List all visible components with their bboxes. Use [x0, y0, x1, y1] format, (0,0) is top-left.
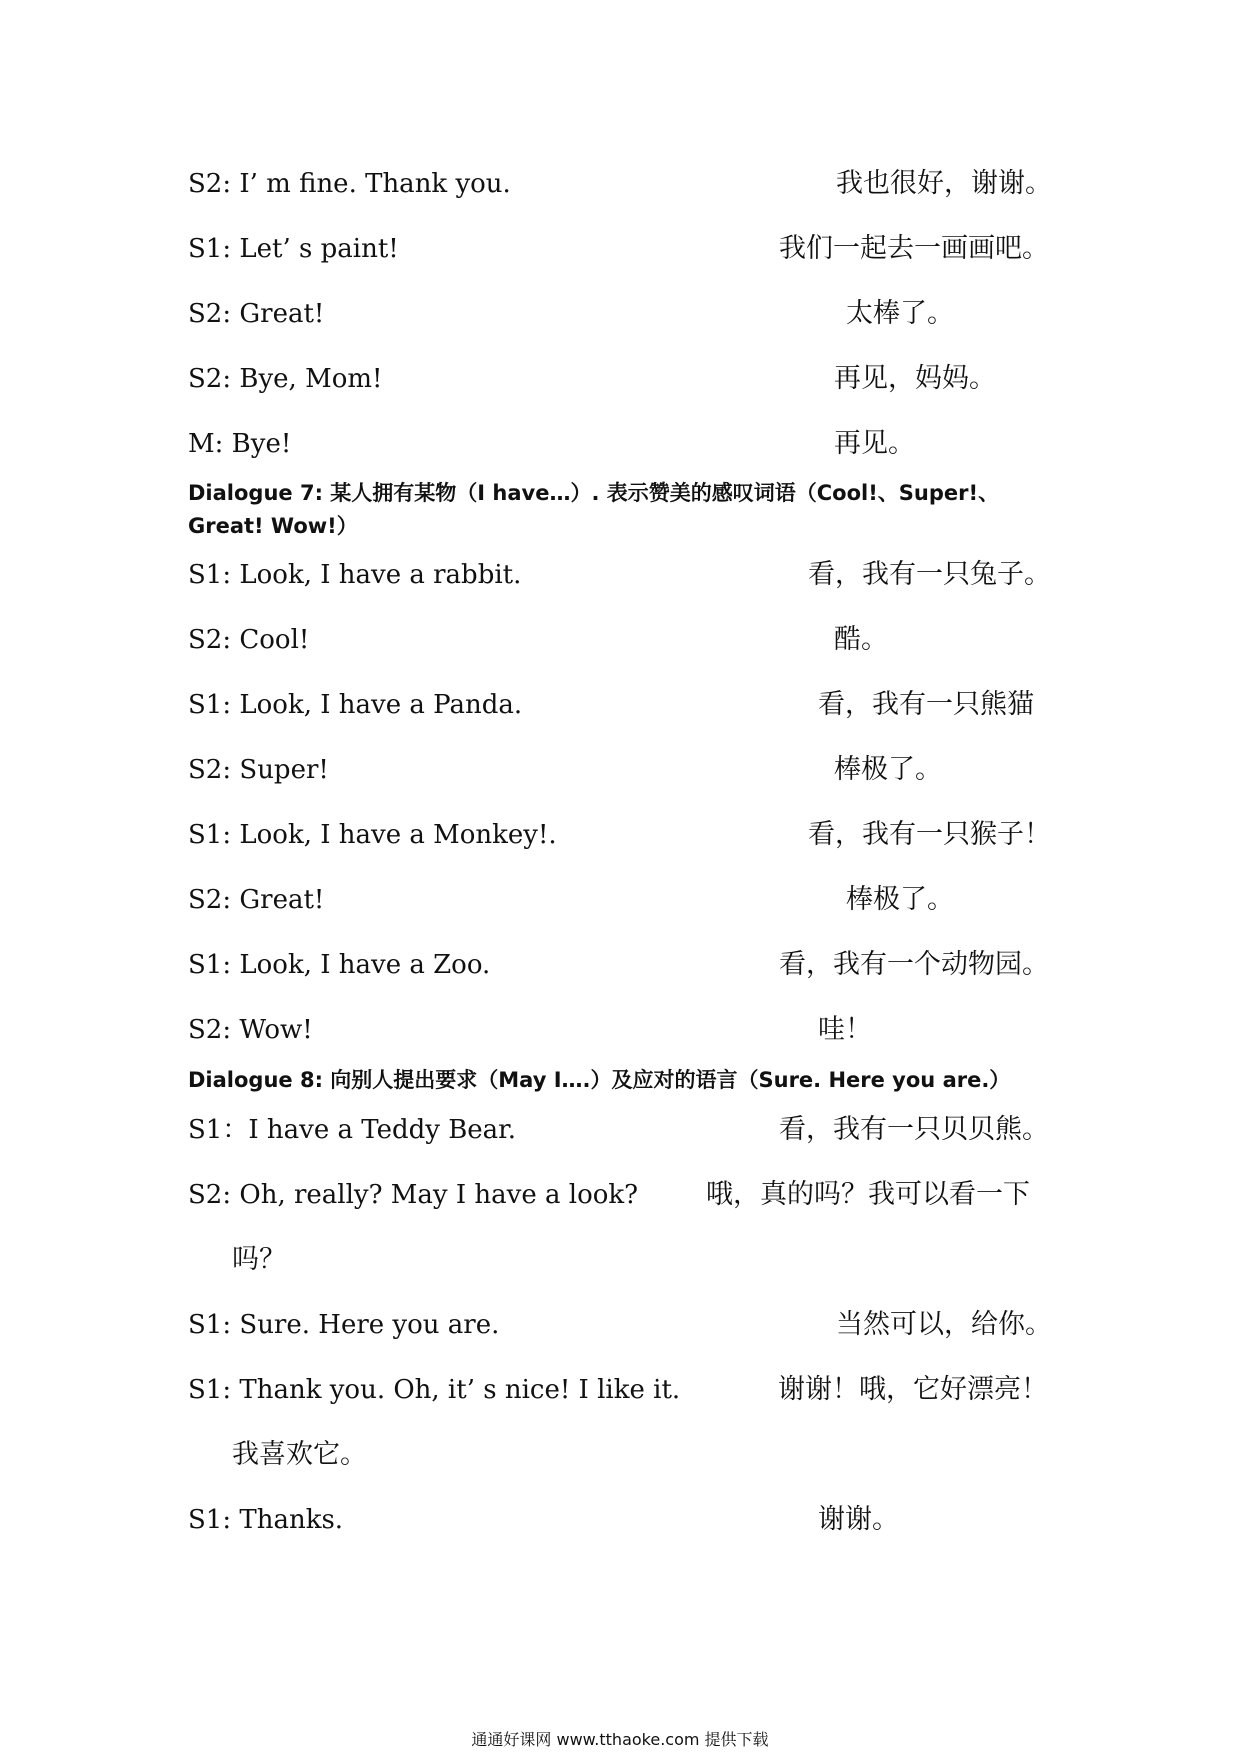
chinese-text: 看，我有一个动物园。 — [779, 949, 1049, 980]
chinese-continuation: 我喜欢它。 — [232, 1439, 367, 1470]
english-text: S2: Bye, Mom! — [188, 364, 383, 394]
chinese-text: 看，我有一只熊猫 — [818, 689, 1034, 720]
dialogue-line — [0, 750, 1240, 790]
english-text: S2: Great! — [188, 885, 325, 915]
english-text: S1: Look, I have a Zoo. — [188, 950, 491, 980]
chinese-text: 我也很好，谢谢。 — [836, 168, 1052, 199]
dialogue-line — [0, 945, 1240, 985]
dialogue-line — [0, 164, 1240, 204]
english-text: S2: Oh, really? May I have a look? — [188, 1180, 639, 1210]
english-text: S1: Look, I have a Panda. — [188, 690, 523, 720]
dialogue-line — [0, 685, 1240, 725]
english-text: S1: Thank you. Oh, it’ s nice! I like it. — [188, 1375, 681, 1405]
chinese-text: 再见。 — [834, 428, 915, 459]
english-text: S2: Great! — [188, 299, 325, 329]
chinese-text: 当然可以，给你。 — [836, 1309, 1052, 1340]
dialogue-line — [0, 359, 1240, 399]
dialogue-line — [0, 815, 1240, 855]
english-text: S1：I have a Teddy Bear. — [188, 1115, 517, 1145]
dialogue-line — [0, 620, 1240, 660]
chinese-text: 哦，真的吗？我可以看一下 — [706, 1179, 1030, 1210]
dialogue-line — [0, 1010, 1240, 1050]
chinese-text: 太棒了。 — [846, 298, 954, 329]
english-text: S2: Wow! — [188, 1015, 313, 1045]
dialogue-line-continuation — [0, 1240, 1240, 1280]
chinese-continuation: 吗？ — [232, 1244, 286, 1275]
english-text: S2: I’ m fine. Thank you. — [188, 169, 511, 199]
english-text: S1: Sure. Here you are. — [188, 1310, 500, 1340]
chinese-text: 谢谢！哦，它好漂亮！ — [778, 1374, 1048, 1405]
dialogue-line — [0, 424, 1240, 464]
chinese-text: 哇！ — [818, 1014, 872, 1045]
english-text: S1: Let’ s paint! — [188, 234, 399, 264]
dialogue-line — [0, 1500, 1240, 1540]
chinese-text: 看，我有一只猴子！ — [808, 819, 1051, 850]
chinese-text: 我们一起去一画画吧。 — [779, 233, 1049, 264]
english-text: S1: Thanks. — [188, 1505, 344, 1535]
dialogue-line-continuation — [0, 1435, 1240, 1475]
chinese-text: 看，我有一只贝贝熊。 — [779, 1114, 1049, 1145]
dialogue-line — [0, 294, 1240, 334]
dialogue-line — [0, 1175, 1240, 1215]
chinese-text: 看，我有一只兔子。 — [808, 559, 1051, 590]
chinese-text: 棒极了。 — [834, 754, 942, 785]
dialogue-line — [0, 1370, 1240, 1410]
dialogue-line — [0, 880, 1240, 920]
chinese-text: 谢谢。 — [818, 1504, 899, 1535]
dialogue-line — [0, 229, 1240, 269]
dialogue-line — [0, 555, 1240, 595]
english-text: M: Bye! — [188, 429, 292, 459]
page-footer: 通通好课网 www.tthaoke.com 提供下载 — [471, 1730, 769, 1749]
chinese-text: 酷。 — [834, 624, 888, 655]
chinese-text: 棒极了。 — [846, 884, 954, 915]
english-text: S1: Look, I have a rabbit. — [188, 560, 522, 590]
dialogue-line — [0, 1110, 1240, 1150]
english-text: S2: Cool! — [188, 625, 310, 655]
english-text: S1: Look, I have a Monkey!. — [188, 820, 557, 850]
section-heading: Dialogue 8: 向别人提出要求（May I….）及应对的语言（Sure. Here you are.） — [188, 1068, 1011, 1092]
english-text: S2: Super! — [188, 755, 329, 785]
section-heading: Dialogue 7: 某人拥有某物（I have…）. 表示赞美的感叹词语（Cool!、Super!、Great! Wow!） — [188, 481, 1000, 538]
chinese-text: 再见，妈妈。 — [834, 363, 996, 394]
dialogue-line — [0, 1305, 1240, 1345]
